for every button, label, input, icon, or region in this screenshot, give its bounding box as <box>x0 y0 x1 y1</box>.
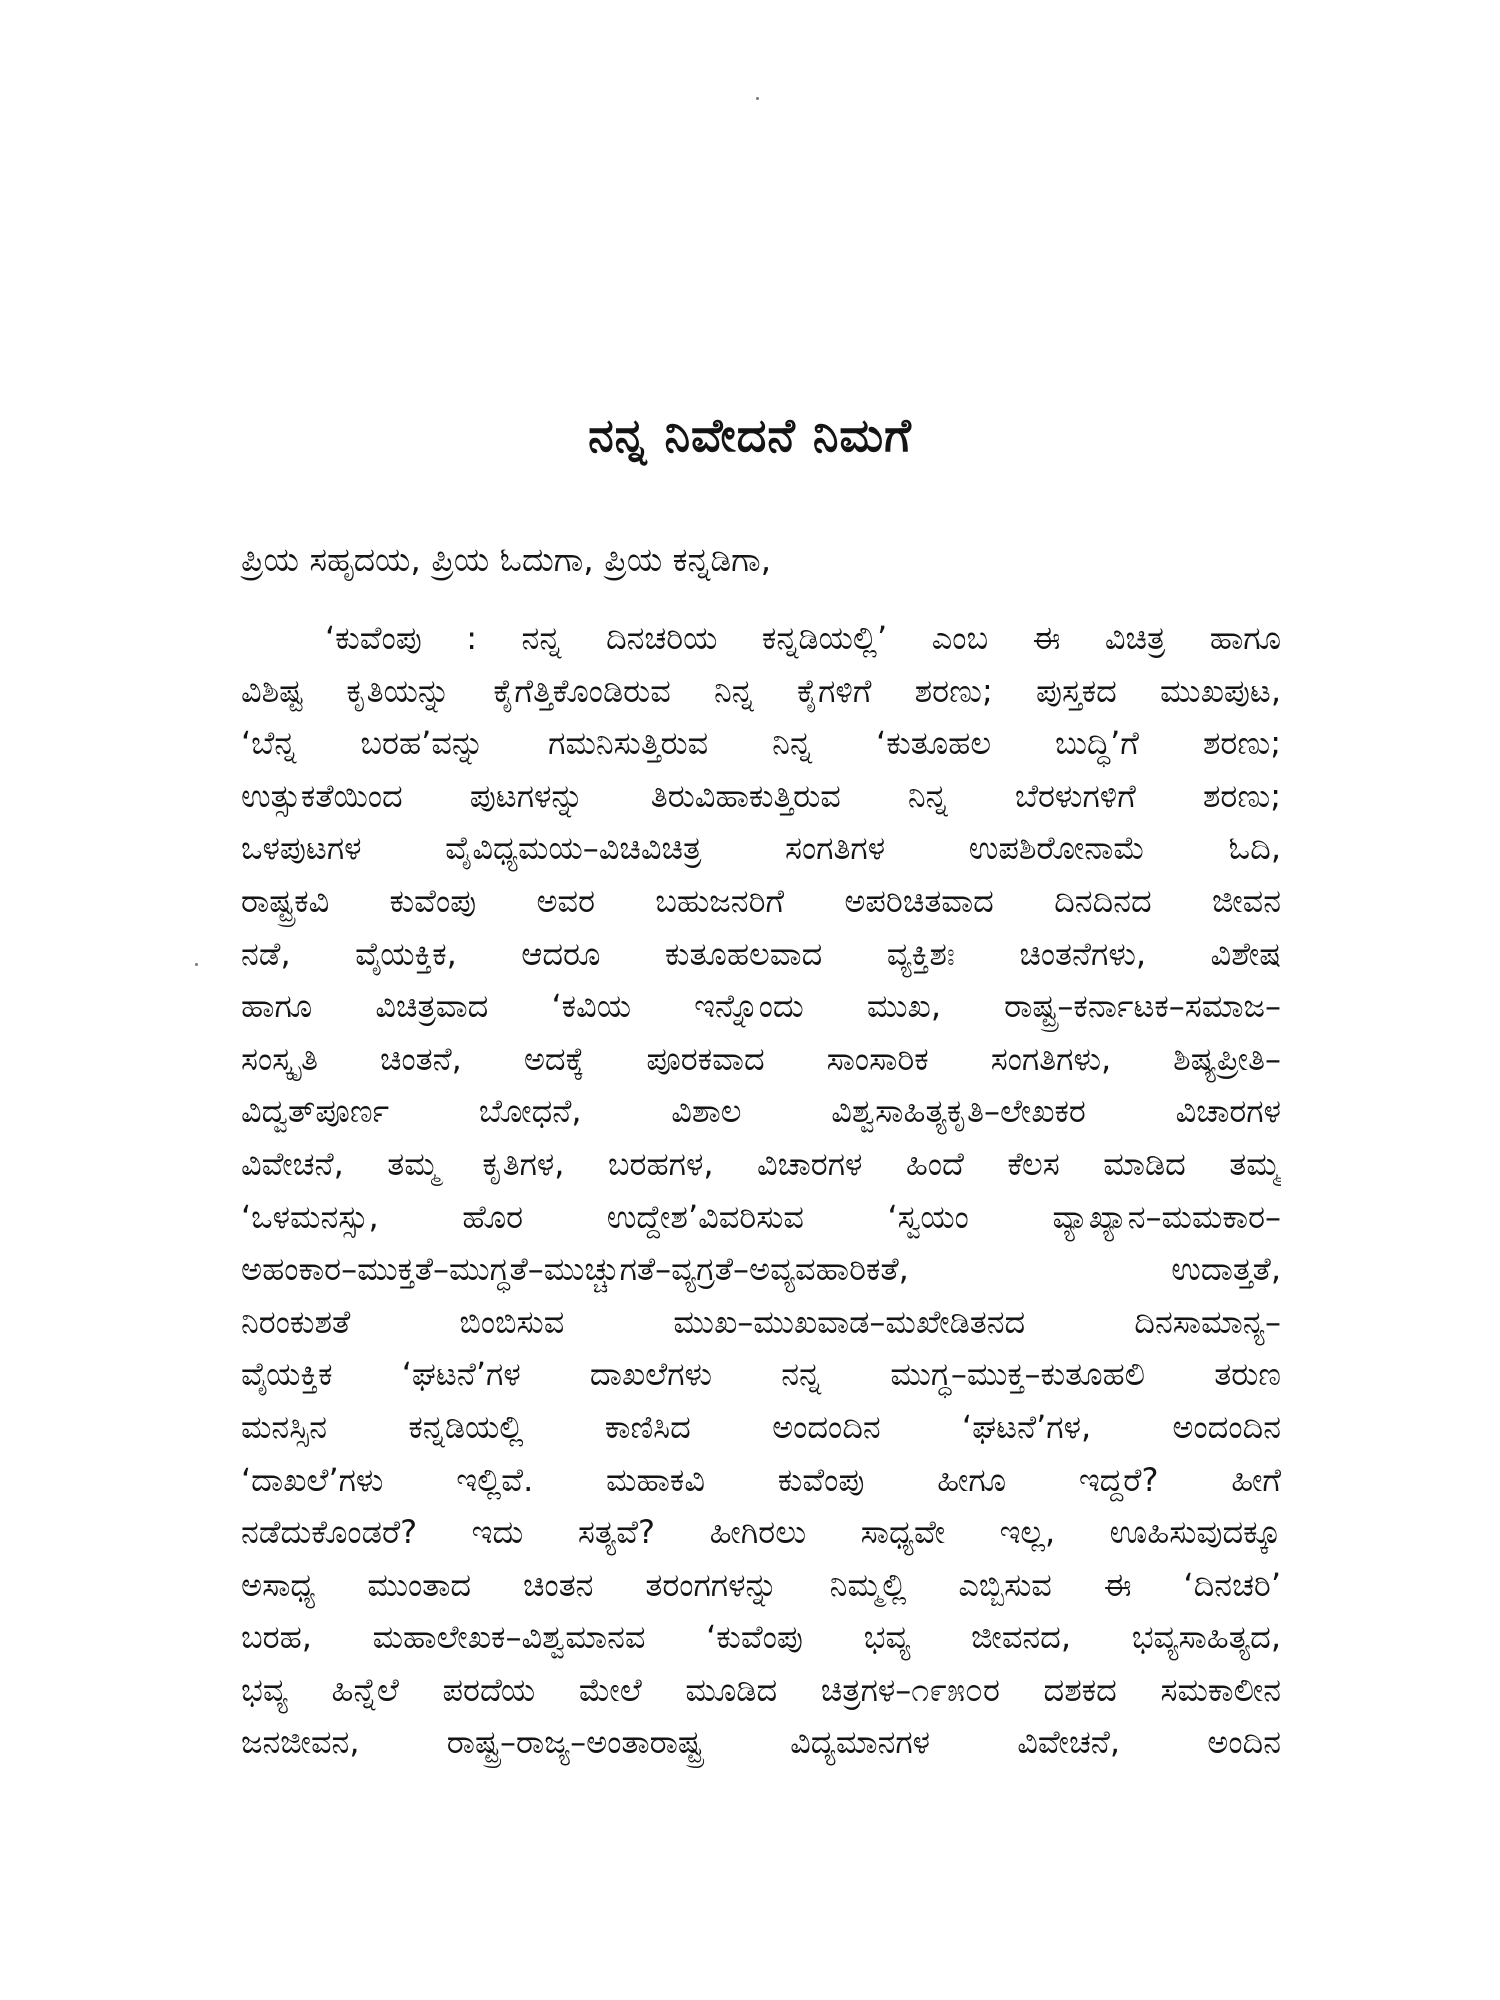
paragraph-line: ನಡೆ, ವೈಯಕ್ತಿಕ, ಆದರೂ ಕುತೂಹಲವಾದ ವ್ಯಕ್ತಿಶಃ ಚಿಂತನೆಗಳು, ವಿಶೇಷ <box>241 934 1281 973</box>
paragraph-line: ಹಾಗೂ ವಿಚಿತ್ರವಾದ ‘ಕವಿಯ ಇನ್ನೊಂದು ಮುಖ, ರಾಷ್ಟ್ರ–ಕರ್ನಾಟಕ–ಸಮಾಜ– <box>241 987 1281 1026</box>
salutation: ಪ್ರಿಯ ಸಹೃದಯ, ಪ್ರಿಯ ಓದುಗಾ, ಪ್ರಿಯ ಕನ್ನಡಿಗಾ, <box>241 540 772 579</box>
scan-speck <box>756 97 759 100</box>
paragraph-line: ರಾಷ್ಟ್ರಕವಿ ಕುವೆಂಪು ಅವರ ಬಹುಜನರಿಗೆ ಅಪರಿಚಿತವಾದ ದಿನದಿನದ ಜೀವನ <box>241 881 1281 920</box>
paragraph-line: ವಿದ್ವತ್‌ಪೂರ್ಣ ಬೋಧನೆ, ವಿಶಾಲ ವಿಶ್ವಸಾಹಿತ್ಯಕೃತಿ–ಲೇಖಕರ ವಿಚಾರಗಳ <box>241 1092 1281 1131</box>
paragraph-line: ವಿವೇಚನೆ, ತಮ್ಮ ಕೃತಿಗಳ, ಬರಹಗಳ, ವಿಚಾರಗಳ ಹಿಂದೆ ಕೆಲಸ ಮಾಡಿದ ತಮ್ಮ <box>241 1144 1281 1183</box>
paragraph-line: ಭವ್ಯ ಹಿನ್ನೆಲೆ ಪರದೆಯ ಮೇಲೆ ಮೂಡಿದ ಚಿತ್ರಗಳ–೧೯೫೦ರ ದಶಕದ ಸಮಕಾಲೀನ <box>241 1670 1281 1709</box>
scan-speck <box>195 963 198 966</box>
paragraph-line: ವೈಯಕ್ತಿಕ ‘ಘಟನೆ’ಗಳ ದಾಖಲೆಗಳು ನನ್ನ ಮುಗ್ಧ–ಮುಕ್ತ–ಕುತೂಹಲಿ ತರುಣ <box>241 1355 1281 1394</box>
paragraph-line: ನಡೆದುಕೊಂಡರೆ? ಇದು ಸತ್ಯವೆ? ಹೀಗಿರಲು ಸಾಧ್ಯವೇ ಇಲ್ಲ, ಊಹಿಸುವುದಕ್ಕೂ <box>241 1513 1281 1552</box>
paragraph-line: ಮನಸ್ಸಿನ ಕನ್ನಡಿಯಲ್ಲಿ ಕಾಣಿಸಿದ ಅಂದಂದಿನ ‘ಘಟನೆ’ಗಳ, ಅಂದಂದಿನ <box>241 1407 1281 1446</box>
paragraph-line: ಬರಹ, ಮಹಾಲೇಖಕ–ವಿಶ್ವಮಾನವ ‘ಕುವೆಂಪು ಭವ್ಯ ಜೀವನದ, ಭವ್ಯಸಾಹಿತ್ಯದ, <box>241 1618 1281 1657</box>
paragraph-line: ‘ಕುವೆಂಪು : ನನ್ನ ದಿನಚರಿಯ ಕನ್ನಡಿಯಲ್ಲಿ’ ಎಂಬ ಈ ವಿಚಿತ್ರ ಹಾಗೂ <box>325 619 1281 657</box>
paragraph-line: ಒಳಪುಟಗಳ ವೈವಿಧ್ಯಮಯ–ವಿಚಿವಿಚಿತ್ರ ಸಂಗತಿಗಳ ಉಪಶಿರೋನಾಮೆ ಓದಿ, <box>241 829 1281 868</box>
paragraph-line: ‘ಒಳಮನಸ್ಸು, ಹೊರ ಉದ್ದೇಶ’ವಿವರಿಸುವ ‘ಸ್ವಯಂ ವ್ಯಾಖ್ಯಾನ–ಮಮಕಾರ– <box>241 1197 1281 1236</box>
paragraph-line: ನಿರಂಕುಶತೆ ಬಿಂಬಿಸುವ ಮುಖ–ಮುಖವಾಡ–ಮಖೇಡಿತನದ ದಿನಸಾಮಾನ್ಯ– <box>241 1302 1281 1341</box>
paragraph-line: ಅಹಂಕಾರ–ಮುಕ್ತತೆ–ಮುಗ್ಧತೆ–ಮುಚ್ಚುಗತೆ–ವ್ಯಗ್ರತೆ–ಅವ್ಯವಹಾರಿಕತೆ, ಉದಾತ್ತತೆ, <box>241 1250 1281 1289</box>
paragraph-line: ‘ಬೆನ್ನ ಬರಹ’ವನ್ನು ಗಮನಿಸುತ್ತಿರುವ ನಿನ್ನ ‘ಕುತೂಹಲ ಬುದ್ಧಿ’ಗೆ ಶರಣು; <box>241 724 1281 763</box>
paragraph-line: ಉತ್ಸುಕತೆಯಿಂದ ಪುಟಗಳನ್ನು ತಿರುವಿಹಾಕುತ್ತಿರುವ ನಿನ್ನ ಬೆರಳುಗಳಿಗೆ ಶರಣು; <box>241 776 1281 815</box>
page-title: ನನ್ನ ನಿವೇದನೆ ನಿಮಗೆ <box>588 408 912 462</box>
paragraph-line: ಅಸಾಧ್ಯ ಮುಂತಾದ ಚಿಂತನ ತರಂಗಗಳನ್ನು ನಿಮ್ಮಲ್ಲಿ ಎಬ್ಬಿಸುವ ಈ ‘ದಿನಚರಿ’ <box>241 1565 1281 1604</box>
paragraph-line: ‘ದಾಖಲೆ’ಗಳು ಇಲ್ಲಿವೆ. ಮಹಾಕವಿ ಕುವೆಂಪು ಹೀಗೂ ಇದ್ದರೆ? ಹೀಗೆ <box>241 1460 1281 1499</box>
paragraph-line: ಸಂಸ್ಕೃತಿ ಚಿಂತನೆ, ಅದಕ್ಕೆ ಪೂರಕವಾದ ಸಾಂಸಾರಿಕ ಸಂಗತಿಗಳು, ಶಿಷ್ಯಪ್ರೀತಿ– <box>241 1039 1281 1078</box>
paragraph <box>241 612 1281 1769</box>
paragraph-line: ಜನಜೀವನ, ರಾಷ್ಟ್ರ–ರಾಜ್ಯ–ಅಂತಾರಾಷ್ಟ್ರ ವಿದ್ಯಮಾನಗಳ ವಿವೇಚನೆ, ಅಂದಿನ <box>241 1723 1281 1762</box>
paragraph-line: ವಿಶಿಷ್ಟ ಕೃತಿಯನ್ನು ಕೈಗೆತ್ತಿಕೊಂಡಿರುವ ನಿನ್ನ ಕೈಗಳಿಗೆ ಶರಣು; ಪುಸ್ತಕದ ಮುಖಪುಟ, <box>241 671 1281 710</box>
